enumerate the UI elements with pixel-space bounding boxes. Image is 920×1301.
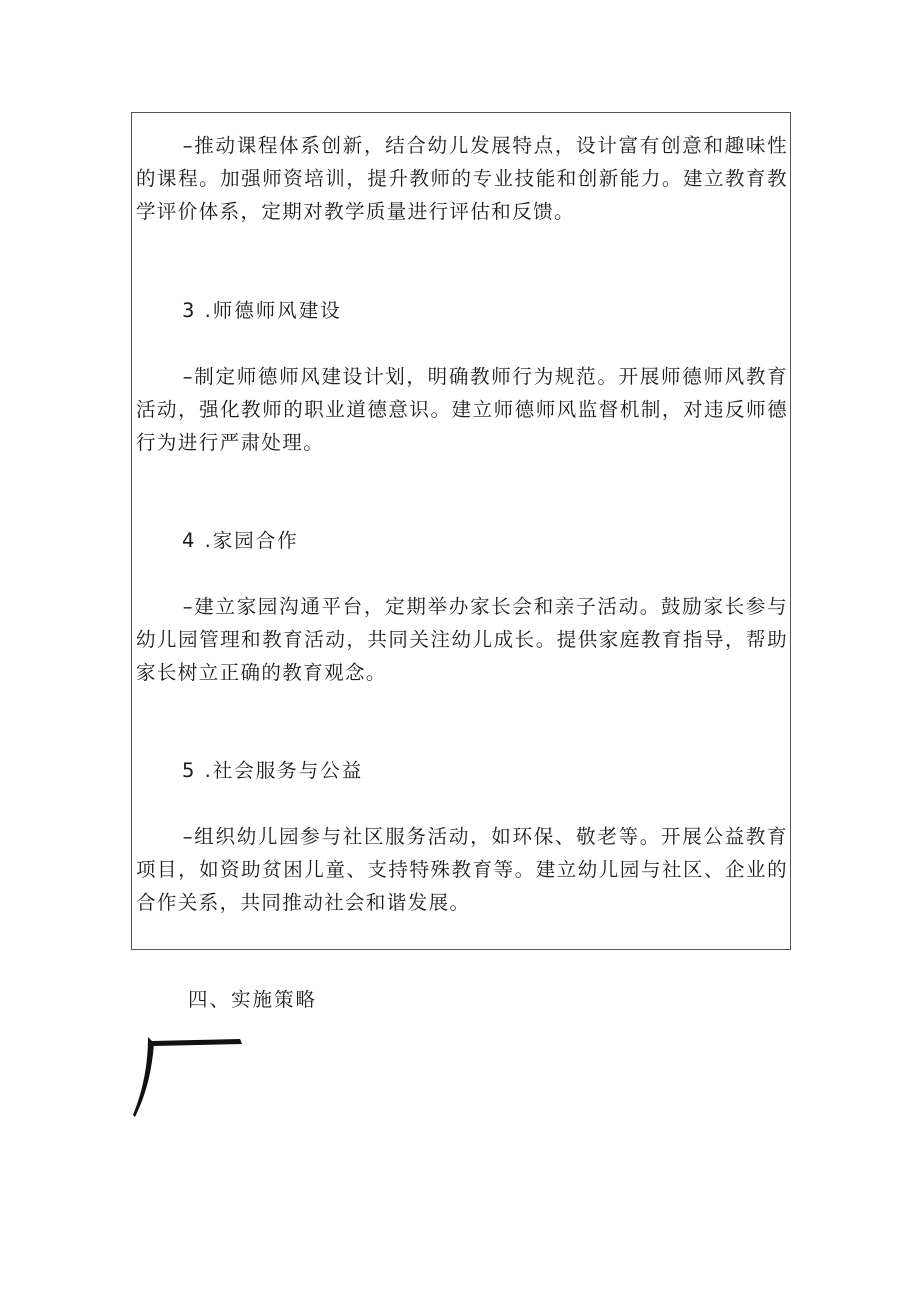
heading-home-school-cooperation: 4 .家园合作 bbox=[182, 529, 299, 552]
brush-stroke-icon bbox=[132, 1035, 248, 1121]
heading-teacher-ethics: 3 .师德师风建设 bbox=[182, 299, 342, 322]
paragraph-curriculum-innovation: –推动课程体系创新，结合幼儿发展特点，设计富有创意和趣味性的课程。加强师资培训，提升教师的专业技能和创新能力。建立教育教学评价体系，定期对教学质量进行评估和反馈。 bbox=[136, 134, 788, 223]
section-title-implementation: 四、实施策略 bbox=[188, 988, 318, 1011]
paragraph-social-service: –组织幼儿园参与社区服务活动，如环保、敬老等。开展公益教育项目，如资助贫困儿童、支持特殊教育等。建立幼儿园与社区、企业的合作关系，共同推动社会和谐发展。 bbox=[136, 825, 788, 914]
paragraph-teacher-ethics: –制定师德师风建设计划，明确教师行为规范。开展师德师风教育活动，强化教师的职业道德意识。建立师德师风监督机制，对违反师德行为进行严肃处理。 bbox=[136, 365, 788, 454]
heading-social-service: 5 .社会服务与公益 bbox=[182, 759, 364, 782]
content-table-cell bbox=[131, 112, 791, 950]
paragraph-home-school-cooperation: –建立家园沟通平台，定期举办家长会和亲子活动。鼓励家长参与幼儿园管理和教育活动，共同关注幼儿成长。提供家庭教育指导，帮助家长树立正确的教育观念。 bbox=[136, 595, 788, 684]
